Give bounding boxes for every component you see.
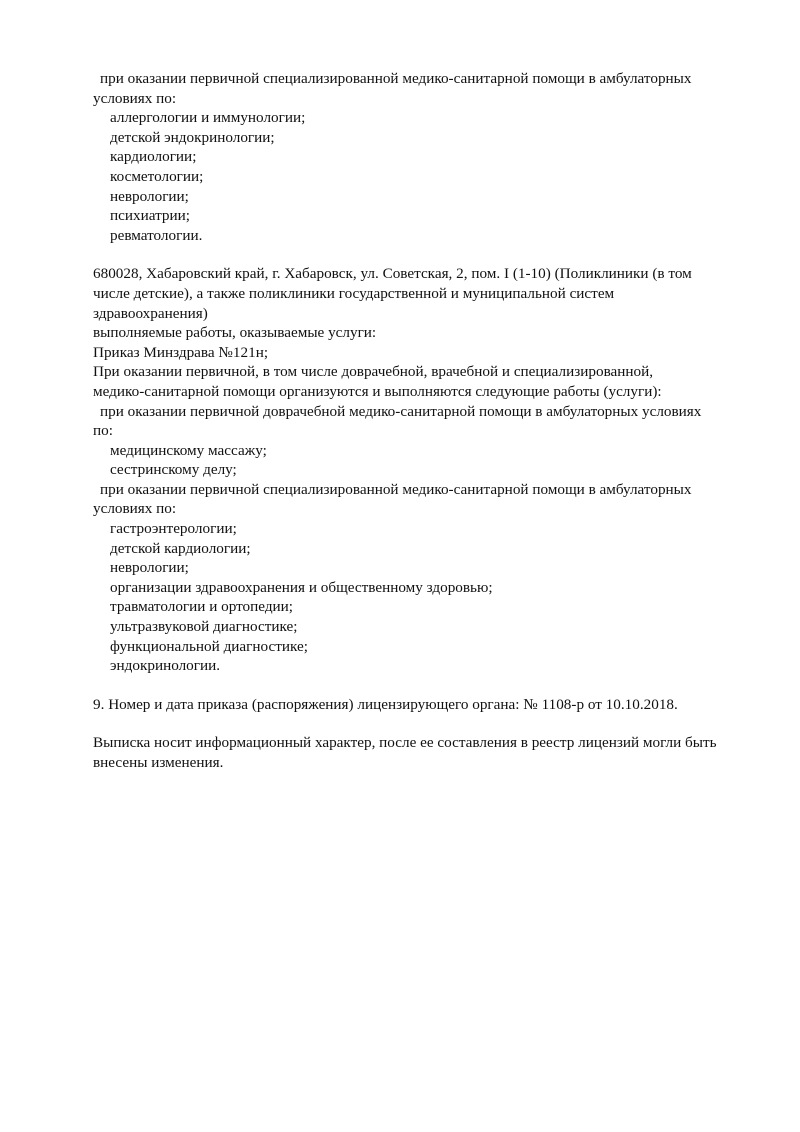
- order-reference: Приказ Минздрава №121н;: [93, 343, 269, 361]
- list-item: неврологии;: [110, 187, 189, 205]
- list-item: ревматологии.: [110, 226, 203, 244]
- list-item: неврологии;: [110, 559, 189, 577]
- disclaimer-line-2: внесены изменения.: [93, 754, 224, 771]
- specialized-intro-line-2: условиях по:: [93, 500, 177, 518]
- prehospital-intro-line-1: при оказании первичной доврачебной медико-санитарной помощи в амбулаторных условиях: [100, 402, 702, 420]
- list-item: детской эндокринологии;: [110, 128, 275, 146]
- list-item: аллергологии и иммунологии;: [110, 109, 306, 127]
- works-label: выполняемые работы, оказываемые услуги:: [93, 324, 377, 342]
- list-item: психиатрии;: [110, 207, 190, 225]
- address-line-2: числе детские), а также поликлиники государственной и муниципальной систем: [93, 284, 615, 302]
- list-item: косметологии;: [110, 167, 204, 185]
- list-item: функциональной диагностике;: [110, 637, 308, 655]
- specialized-intro-line-1: при оказании первичной специализированной медико-санитарной помощи в амбулаторных: [100, 480, 692, 498]
- list-item: гастроэнтерологии;: [110, 520, 237, 538]
- specialized-care-intro-line-1: при оказании первичной специализированной медико-санитарной помощи в амбулаторных: [100, 70, 692, 87]
- specialized-care-intro-line-2: условиях по:: [93, 89, 177, 107]
- paragraph-gap: [93, 714, 758, 733]
- scope-line-2: медико-санитарной помощи организуются и выполняются следующие работы (услуги):: [93, 382, 662, 400]
- order-number-date: 9. Номер и дата приказа (распоряжения) лицензирующего органа: № 1108-р от 10.10.2018.: [93, 695, 678, 713]
- disclaimer-line-1: Выписка носит информационный характер, после ее составления в реестр лицензий могли быть: [93, 734, 717, 752]
- list-item: травматологии и ортопедии;: [110, 598, 294, 616]
- prehospital-intro-line-2: по:: [93, 422, 113, 440]
- list-item: эндокринологии.: [110, 657, 221, 675]
- document-content: [93, 69, 758, 773]
- address-line-1: 680028, Хабаровский край, г. Хабаровск, ул. Советская, 2, пом. I (1-10) (Поликлиники (в том: [93, 265, 692, 283]
- scope-line-1: При оказании первичной, в том числе доврачебной, врачебной и специализированной,: [93, 363, 654, 381]
- list-item: организации здравоохранения и общественному здоровью;: [110, 578, 493, 596]
- list-item: детской кардиологии;: [110, 539, 251, 557]
- list-item: кардиологии;: [110, 148, 197, 166]
- paragraph-gap: [93, 676, 758, 695]
- list-item: ультразвуковой диагностике;: [110, 618, 298, 636]
- address-line-3: здравоохранения): [93, 304, 208, 322]
- list-item: сестринскому делу;: [110, 461, 237, 479]
- list-item: медицинскому массажу;: [110, 441, 267, 459]
- paragraph-gap: [93, 245, 758, 264]
